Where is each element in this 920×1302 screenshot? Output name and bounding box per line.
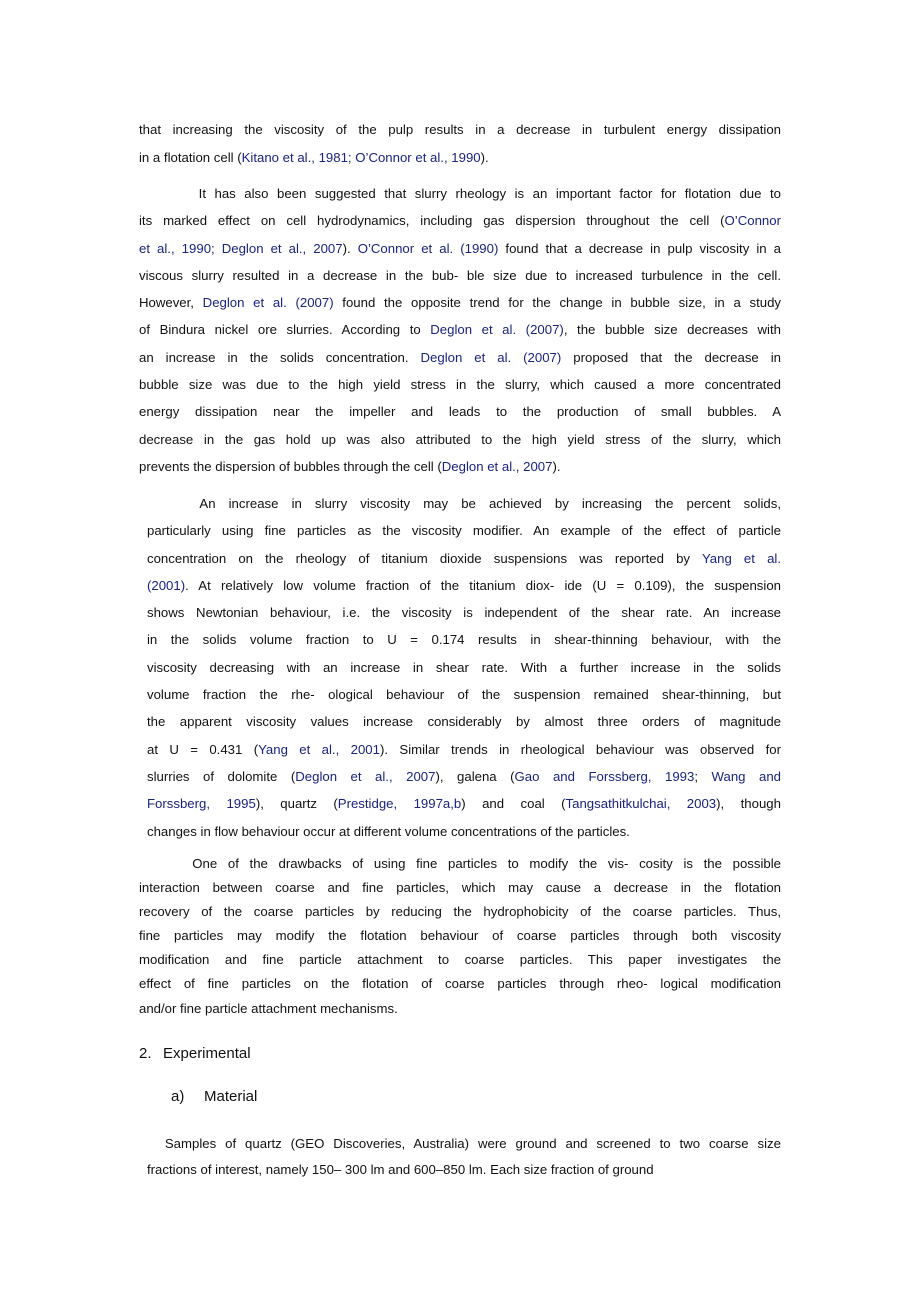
text-segment: viscous slurry resulted in a decrease in the bub- ble size due to increased turbulence in the cell. <box>139 267 781 283</box>
text-line <box>139 426 781 453</box>
text-segment: recovery of the coarse particles by reducing the hydrophobicity of the coarse particles. Thus, <box>139 904 781 920</box>
text-segment: fractions of interest, namely 150– 300 lm and 600–850 lm. Each size fraction of ground <box>147 1162 654 1177</box>
text-segment: ). <box>552 458 561 474</box>
citation-link[interactable]: Kitano et al., 1981; O’Connor et al., 1990 <box>241 149 481 165</box>
text-segment: , the bubble size decreases with <box>563 322 781 338</box>
text-line <box>139 398 781 425</box>
subsection-number: a) <box>171 1088 185 1105</box>
text-line <box>139 972 781 996</box>
text-segment: effect of fine particles on the flotation of coarse particles through rheo- logical modification <box>139 976 781 992</box>
text-segment: the apparent viscosity values increase considerably by almost three orders of magnitude <box>147 714 781 730</box>
citation-link[interactable]: O’Connor et al. (1990) <box>357 240 499 256</box>
text-line <box>139 180 781 207</box>
text-line <box>139 207 781 234</box>
text-line <box>147 736 781 763</box>
text-line <box>147 1131 781 1157</box>
text-line <box>139 316 781 343</box>
citation-link[interactable]: Deglon et al. (2007) <box>202 295 334 311</box>
text-segment: bubble size was due to the high yield stress in the slurry, which caused a more concentrated <box>139 377 781 393</box>
text-line <box>139 144 781 172</box>
paragraph-1 <box>139 116 781 171</box>
text-segment: fine particles may modify the flotation behaviour of coarse particles through both viscosity <box>139 928 781 944</box>
text-line <box>147 572 781 599</box>
text-line <box>139 262 781 289</box>
text-segment: its marked effect on cell hydrodynamics, including gas dispersion throughout the cell ( <box>139 213 725 229</box>
text-segment: decrease in the gas hold up was also attributed to the high yield stress of the slurry, which <box>139 431 781 447</box>
text-line <box>139 997 781 1021</box>
paragraph-5 <box>147 1131 781 1183</box>
text-segment: viscosity decreasing with an increase in shear rate. With a further increase in the solids <box>147 659 781 675</box>
section-heading-experimental <box>139 1045 251 1062</box>
text-segment: shows Newtonian behaviour, i.e. the viscosity is independent of the shear rate. An increase <box>147 605 781 621</box>
paragraph-2 <box>139 180 781 480</box>
text-segment: ) and coal ( <box>461 796 566 812</box>
text-segment: that increasing the viscosity of the pulp results in a decrease in turbulent energy dissipation <box>139 122 781 137</box>
text-segment: ; <box>694 768 712 784</box>
subsection-title: Material <box>204 1088 258 1105</box>
section-title: Experimental <box>163 1045 251 1062</box>
text-segment: ), quartz ( <box>255 796 338 812</box>
text-line <box>147 681 781 708</box>
text-line <box>147 626 781 653</box>
text-line <box>139 235 781 262</box>
text-segment: of Bindura nickel ore slurries. According to <box>139 322 431 338</box>
text-line <box>147 599 781 626</box>
text-segment: ). Similar trends in rheological behaviour was observed for <box>379 741 781 757</box>
citation-link[interactable]: Deglon et al. (2007) <box>420 349 562 365</box>
citation-link[interactable]: Deglon et al., 2007 <box>295 768 436 784</box>
section-number: 2. <box>139 1045 152 1062</box>
citation-link[interactable]: Deglon et al. (2007) <box>430 322 564 338</box>
text-line <box>139 371 781 398</box>
text-segment: volume fraction the rhe- ological behaviour of the suspension remained shear-thinning, but <box>147 687 781 703</box>
paragraph-3 <box>147 490 781 845</box>
text-segment: an increase in the solids concentration. <box>139 349 421 365</box>
citation-link[interactable]: Yang et al. <box>701 550 781 566</box>
text-segment: ), though <box>716 796 781 812</box>
text-line <box>147 517 781 544</box>
text-segment: . At relatively low volume fraction of the titanium diox- ide (U = 0.109), the suspension <box>185 577 781 593</box>
text-segment: and/or fine particle attachment mechanisms. <box>139 1000 398 1016</box>
text-segment: found the opposite trend for the change in bubble size, in a study <box>333 295 781 311</box>
text-line <box>139 852 781 876</box>
text-segment: particularly using fine particles as the viscosity modifier. An example of the effect of particle <box>147 523 781 539</box>
text-line <box>147 1157 781 1183</box>
text-segment: changes in flow behaviour occur at different volume concentrations of the particles. <box>147 823 630 839</box>
text-line <box>147 654 781 681</box>
citation-link[interactable]: Yang et al., 2001 <box>258 741 380 757</box>
text-line <box>147 790 781 817</box>
text-segment: interaction between coarse and fine particles, which may cause a decrease in the flotation <box>139 880 781 896</box>
text-line <box>147 708 781 735</box>
citation-link[interactable]: Tangsathitkulchai, 2003 <box>565 796 717 812</box>
text-segment: concentration on the rheology of titanium dioxide suspensions was reported by <box>147 550 702 566</box>
text-segment: Samples of quartz (GEO Discoveries, Australia) were ground and screened to two coarse size <box>147 1136 781 1151</box>
paragraph-4 <box>139 852 781 1021</box>
citation-link[interactable]: et al., 1990; Deglon et al., 2007 <box>139 240 343 256</box>
text-segment: at U = 0.431 ( <box>147 741 259 757</box>
text-line <box>147 818 781 845</box>
citation-link[interactable]: O’Connor <box>724 213 781 229</box>
text-segment: slurries of dolomite ( <box>147 768 296 784</box>
citation-link[interactable]: Deglon et al., 2007 <box>441 458 553 474</box>
text-line <box>139 344 781 371</box>
text-line <box>139 948 781 972</box>
text-line <box>147 545 781 572</box>
text-line <box>139 453 781 480</box>
text-segment: in a flotation cell ( <box>139 149 242 165</box>
text-line <box>139 900 781 924</box>
text-segment: energy dissipation near the impeller and leads to the production of small bubbles. A <box>139 404 781 420</box>
text-segment: One of the drawbacks of using fine particles to modify the vis- cosity is the possible <box>139 856 781 871</box>
text-line <box>139 876 781 900</box>
text-segment: ), galena ( <box>435 768 515 784</box>
text-line <box>147 763 781 790</box>
text-segment: It has also been suggested that slurry rheology is an important factor for flotation due to <box>139 186 781 201</box>
text-line <box>139 116 781 144</box>
text-segment: An increase in slurry viscosity may be achieved by increasing the percent solids, <box>147 496 781 511</box>
text-line <box>139 289 781 316</box>
subsection-heading-material <box>171 1088 257 1105</box>
text-segment: However, <box>139 295 203 311</box>
citation-link[interactable]: Forssberg, 1995 <box>147 796 256 812</box>
citation-link[interactable]: (2001) <box>147 577 186 593</box>
citation-link[interactable]: Wang and <box>711 768 781 784</box>
citation-link[interactable]: Gao and Forssberg, 1993 <box>514 768 695 784</box>
text-line <box>147 490 781 517</box>
text-segment: in the solids volume fraction to U = 0.174 results in shear-thinning behaviour, with the <box>147 632 781 648</box>
text-segment: ). <box>480 149 489 165</box>
citation-link[interactable]: Prestidge, 1997a,b <box>337 796 462 812</box>
text-segment: modification and fine particle attachment to coarse particles. This paper investigates the <box>139 952 781 968</box>
text-segment: proposed that the decrease in <box>561 349 781 365</box>
text-segment: found that a decrease in pulp viscosity in a <box>498 240 781 256</box>
text-segment: prevents the dispersion of bubbles through the cell ( <box>139 458 442 474</box>
text-segment: ). <box>342 240 358 256</box>
text-line <box>139 924 781 948</box>
